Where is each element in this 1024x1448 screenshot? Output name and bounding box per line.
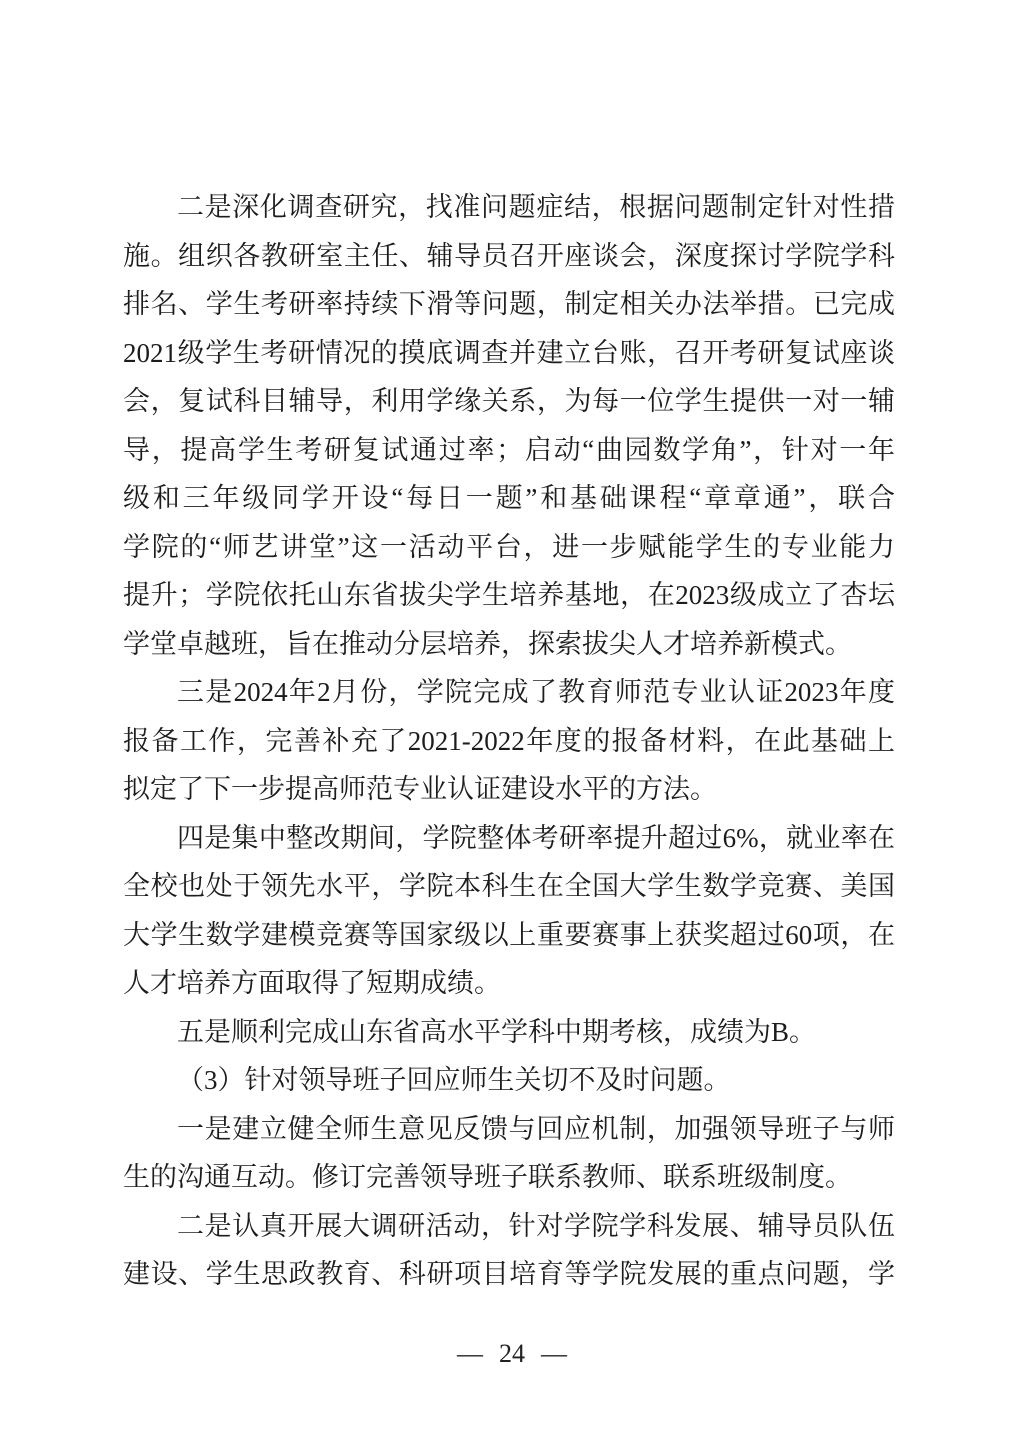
text-line: 全校也处于领先水平，学院本科生在全国大学生数学竞赛、美国 <box>123 871 895 901</box>
text-line: 提升；学院依托山东省拔尖学生培养基地，在2023级成立了杏坛 <box>123 580 895 610</box>
text-line: 建设、学生思政教育、科研项目培育等学院发展的重点问题，学 <box>123 1259 895 1289</box>
text-line: 大学生数学建模竞赛等国家级以上重要赛事上获奖超过60项，在 <box>123 919 895 950</box>
paragraph <box>123 1105 895 1202</box>
text-line: （3）针对领导班子回应师生关切不及时问题。 <box>177 1065 731 1095</box>
text-line: 三是2024年2月份，学院完成了教育师范专业认证2023年度 <box>177 677 895 707</box>
text-line: 生的沟通互动。修订完善领导班子联系教师、联系班级制度。 <box>123 1162 852 1192</box>
paragraph <box>123 1008 895 1057</box>
text-line: 学堂卓越班，旨在推动分层培养，探索拔尖人才培养新模式。 <box>123 628 852 659</box>
text-line: 五是顺利完成山东省高水平学科中期考核，成绩为B。 <box>177 1016 817 1047</box>
footer-dash-left: — <box>457 1339 483 1368</box>
text-line: 导，提高学生考研复试通过率；启动“曲园数学角”，针对一年 <box>123 434 895 465</box>
page-footer <box>0 1337 1024 1371</box>
text-line: 报备工作，完善补充了2021-2022年度的报备材料，在此基础上 <box>123 725 895 756</box>
text-line: 会，复试科目辅导，利用学缘关系，为每一位学生提供一对一辅 <box>123 386 895 416</box>
text-line: 2021级学生考研情况的摸底调查并建立台账，召开考研复试座谈 <box>123 337 895 368</box>
text-line: 人才培养方面取得了短期成绩。 <box>123 968 501 998</box>
text-line: 级和三年级同学开设“每日一题”和基础课程“章章通”，联合 <box>123 483 895 513</box>
page-number: 24 <box>499 1339 525 1368</box>
paragraph <box>123 668 895 814</box>
text-line: 四是集中整改期间，学院整体考研率提升超过6%，就业率在 <box>177 822 895 853</box>
text-line: 学院的“师艺讲堂”这一活动平台，进一步赋能学生的专业能力 <box>123 531 895 562</box>
paragraph <box>123 183 895 668</box>
paragraph <box>123 814 895 1008</box>
text-line: 二是认真开展大调研活动，针对学院学科发展、辅导员队伍 <box>177 1210 895 1241</box>
footer-dash-right: — <box>541 1339 567 1368</box>
text-line: 施。组织各教研室主任、辅导员召开座谈会，深度探讨学院学科 <box>123 240 895 271</box>
document-body <box>123 183 895 1299</box>
text-line: 排名、学生考研率持续下滑等问题，制定相关办法举措。已完成 <box>123 289 895 319</box>
text-line: 一是建立健全师生意见反馈与回应机制，加强领导班子与师 <box>177 1113 895 1144</box>
text-line: 拟定了下一步提高师范专业认证建设水平的方法。 <box>123 774 717 804</box>
paragraph <box>123 1056 895 1105</box>
paragraph <box>123 1202 895 1299</box>
text-line: 二是深化调查研究，找准问题症结，根据问题制定针对性措 <box>177 192 895 222</box>
